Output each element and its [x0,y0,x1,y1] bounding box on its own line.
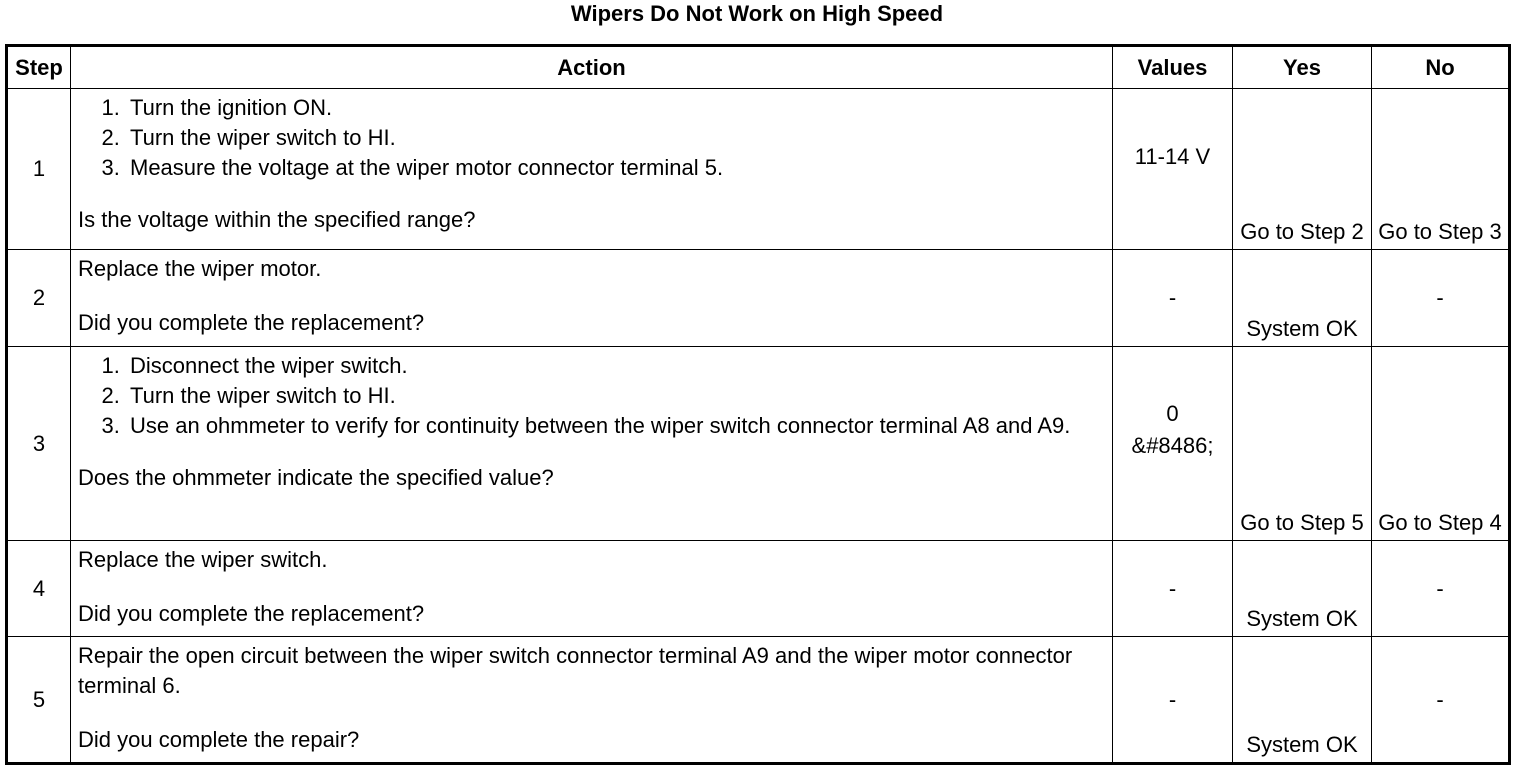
yes-link[interactable]: System OK [1233,250,1372,347]
spec-value: 0 &#8486; [1131,400,1214,458]
yes-link[interactable]: Go to Step 2 [1233,89,1372,250]
header-action: Action [71,46,1113,89]
action-text: Repair the open circuit between the wiper switch connector terminal A9 and the wiper motor connector terminal 6. [78,643,1073,698]
step-number: 1 [7,89,71,250]
header-row [7,46,1510,89]
action-cell [71,89,1113,250]
no-value: - [1372,250,1510,347]
diagnostic-table [5,44,1511,765]
action-question: Did you complete the replacement? [78,310,425,335]
values-cell [1113,637,1233,764]
action-cell [71,347,1113,541]
action-cell [71,541,1113,637]
spec-value: - [1168,285,1177,310]
values-cell [1113,541,1233,637]
table-row [7,541,1510,637]
action-text: Replace the wiper motor. [78,256,322,281]
yes-link[interactable]: System OK [1233,637,1372,764]
step-number: 2 [7,250,71,347]
table-row [7,637,1510,764]
action-question: Does the ohmmeter indicate the specified value? [78,465,554,490]
action-cell [71,637,1113,764]
table-row [7,250,1510,347]
action-step: 3. Use an ohmmeter to verify for continuity between the wiper switch connector terminal A8 and A9. [126,411,1112,441]
spec-value: - [1168,686,1177,712]
no-link[interactable]: Go to Step 3 [1372,89,1510,250]
header-no: No [1372,46,1510,89]
action-question: Is the voltage within the specified range? [78,207,476,232]
action-step: 2. Turn the wiper switch to HI. [126,123,1112,153]
no-value: - [1372,637,1510,764]
values-cell [1113,347,1233,541]
action-step: 1. Turn the ignition ON. [126,93,1112,123]
spec-value: - [1168,575,1177,601]
step-number: 4 [7,541,71,637]
step-number: 5 [7,637,71,764]
no-link[interactable]: Go to Step 4 [1372,347,1510,541]
action-steps-list [78,93,1112,183]
action-question: Did you complete the repair? [78,727,360,752]
spec-value: 11-14 V [1134,144,1211,169]
action-question: Did you complete the replacement? [78,601,425,626]
action-steps-list [78,351,1112,441]
yes-link[interactable]: Go to Step 5 [1233,347,1372,541]
values-cell [1113,250,1233,347]
table-row [7,347,1510,541]
step-number: 3 [7,347,71,541]
action-step: 2. Turn the wiper switch to HI. [126,381,1112,411]
header-values: Values [1113,46,1233,89]
no-value: - [1372,541,1510,637]
action-step: 3. Measure the voltage at the wiper motor connector terminal 5. [126,153,1112,183]
header-step: Step [7,46,71,89]
table-row [7,89,1510,250]
document-title: Wipers Do Not Work on High Speed [570,1,944,26]
action-text: Replace the wiper switch. [78,547,328,572]
values-cell [1113,89,1233,250]
action-step: 1. Disconnect the wiper switch. [126,351,1112,381]
header-yes: Yes [1233,46,1372,89]
action-cell [71,250,1113,347]
yes-link[interactable]: System OK [1233,541,1372,637]
